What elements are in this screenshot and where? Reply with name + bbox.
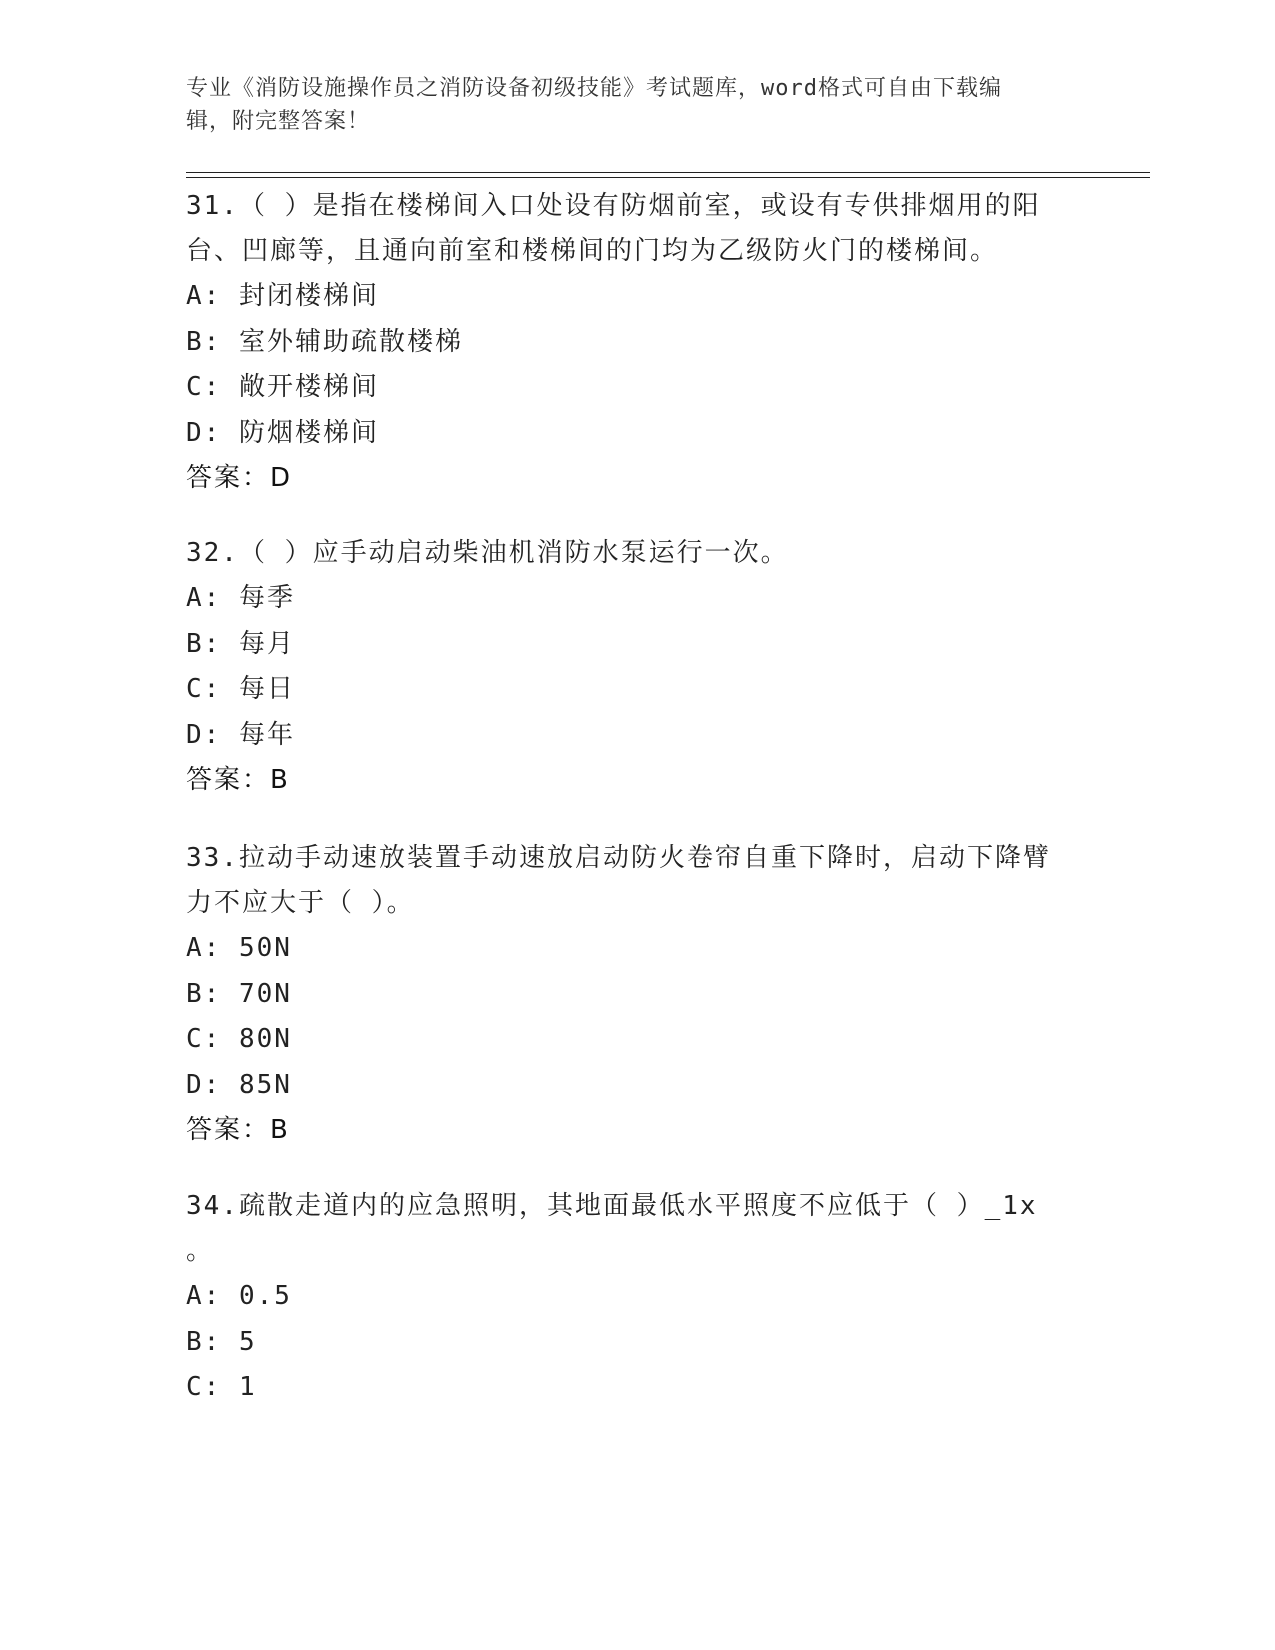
question-stem-line: 32.（ ）应手动启动柴油机消防水泵运行一次。 [186, 538, 789, 568]
option-b: B: 5 [186, 1326, 257, 1357]
question-33 [186, 836, 1086, 1153]
header-divider-top [186, 172, 1150, 173]
option-c: C: 每日 [186, 674, 295, 704]
header-divider-bottom [186, 177, 1150, 178]
question-32 [186, 531, 1086, 803]
option-c: C: 敞开楼梯间 [186, 372, 379, 402]
option-a: A: 每季 [186, 583, 295, 613]
option-c: C: 80N [186, 1024, 292, 1054]
question-stem-line: 。 [186, 1236, 215, 1266]
question-stem-line: 力不应大于（ ）。 [186, 888, 415, 918]
question-31 [186, 184, 1086, 501]
question-stem-line: 33.拉动手动速放装置手动速放启动防火卷帘自重下降时，启动下降臂 [186, 843, 1051, 873]
answer: 答案：D [186, 463, 293, 493]
option-b: B: 室外辅助疏散楼梯 [186, 326, 463, 357]
option-d: D: 85N [186, 1069, 292, 1100]
option-d: D: 每年 [186, 719, 295, 750]
question-34 [186, 1184, 1086, 1411]
option-a: A: 0.5 [186, 1281, 292, 1311]
option-a: A: 封闭楼梯间 [186, 281, 379, 311]
answer: 答案：B [186, 765, 290, 795]
option-a: A: 50N [186, 933, 292, 963]
header-line-1: 专业《消防设施操作员之消防设备初级技能》考试题库，word格式可自由下载编 [186, 76, 1002, 101]
question-stem-line: 34.疏散走道内的应急照明，其地面最低水平照度不应低于（ ）_1x [186, 1191, 1038, 1221]
header-line-2: 辑，附完整答案！ [186, 109, 371, 134]
option-c: C: 1 [186, 1372, 257, 1402]
question-stem-line: 31.（ ）是指在楼梯间入口处设有防烟前室，或设有专供排烟用的阳 [186, 191, 1041, 221]
option-b: B: 每月 [186, 628, 295, 659]
option-b: B: 70N [186, 978, 292, 1009]
question-stem-line: 台、凹廊等，且通向前室和楼梯间的门均为乙级防火门的楼梯间。 [186, 236, 999, 266]
answer: 答案：B [186, 1115, 290, 1145]
option-d: D: 防烟楼梯间 [186, 417, 379, 448]
document-header [186, 72, 1066, 138]
